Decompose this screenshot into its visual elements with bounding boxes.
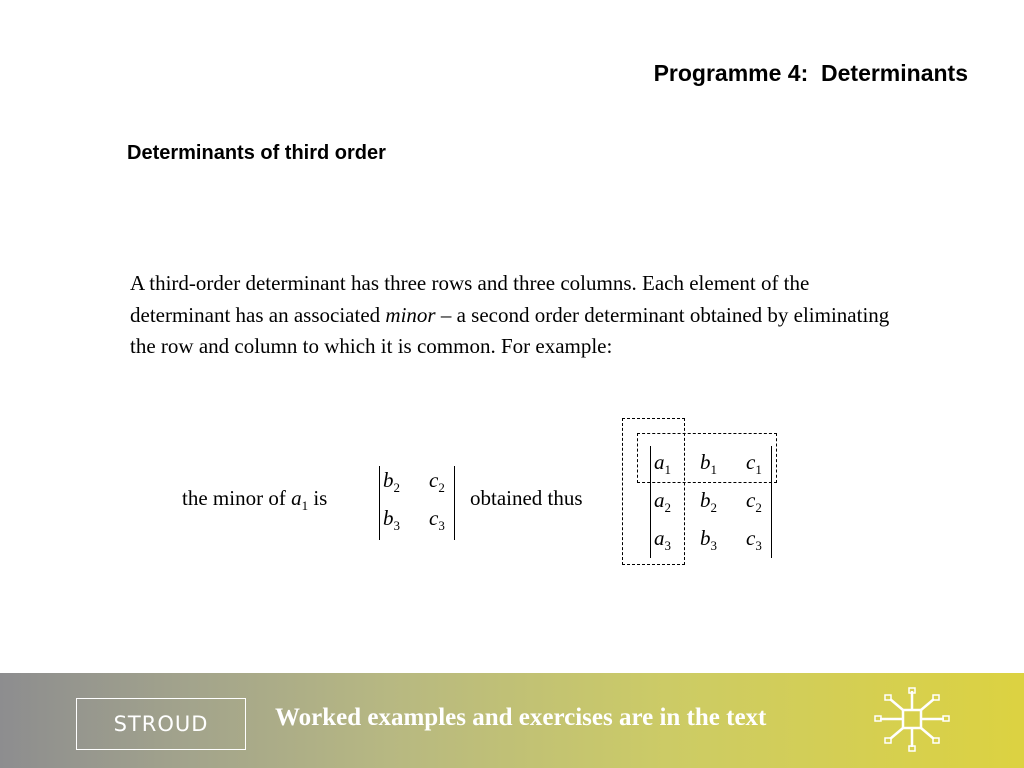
full-determinant-entry: $a_1$ — [654, 450, 671, 477]
eliminated-row-box — [637, 433, 777, 483]
obtained-phrase: obtained thus — [470, 486, 583, 510]
network-icon — [872, 687, 952, 753]
minor-variable: $a_1$ — [291, 486, 309, 513]
footer-bar — [0, 673, 1024, 768]
minor-phrase-lead: the minor of — [182, 486, 292, 510]
body-text-after: – a second order determinant obtained by eliminating the row and column to which it is common. For example: — [130, 302, 890, 358]
full-determinant-entry: $a_2$ — [654, 488, 671, 515]
section-heading: Determinants of third order — [127, 142, 386, 164]
full-determinant-entry: $b_3$ — [700, 526, 717, 553]
footer-tagline: Worked examples and exercises are in the text — [275, 704, 767, 731]
body-emphasis: minor — [385, 302, 436, 327]
minor-determinant-entry: $c_3$ — [429, 506, 445, 533]
minor-determinant-entry: $b_3$ — [383, 506, 400, 533]
body-text-before: A third-order determinant has three rows and three columns. Each element of the determinant has an associated — [130, 271, 810, 327]
full-determinant-entry: $c_1$ — [746, 450, 762, 477]
minor-determinant-right-bar — [454, 466, 455, 540]
full-determinant-entry: $b_2$ — [700, 488, 717, 515]
full-determinant-entry: $b_1$ — [700, 450, 717, 477]
minor-determinant-left-bar — [379, 466, 380, 540]
minor-determinant — [379, 466, 455, 540]
minor-determinant-entry: $c_2$ — [429, 468, 445, 495]
minor-phrase-is: is — [308, 486, 328, 510]
slide-title: Programme 4: Determinants — [653, 60, 968, 86]
minor-phrase — [182, 486, 327, 514]
full-determinant-entry: $c_2$ — [746, 488, 762, 515]
minor-determinant-entry: $b_2$ — [383, 468, 400, 495]
full-determinant-entry: $a_3$ — [654, 526, 671, 553]
full-determinant-entry: $c_3$ — [746, 526, 762, 553]
body-paragraph — [130, 268, 910, 363]
brand-logo: STROUD — [76, 698, 246, 750]
